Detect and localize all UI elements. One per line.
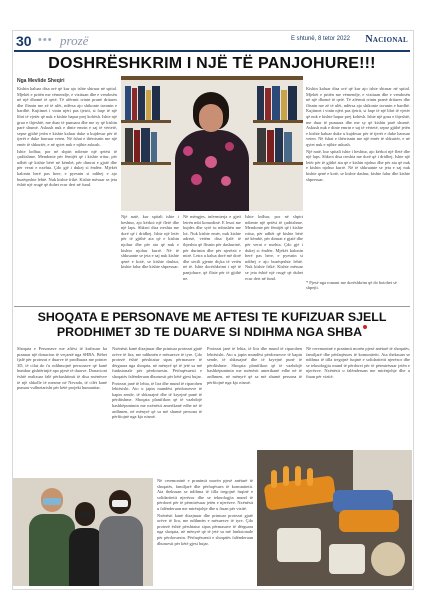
section-name: prozë (60, 33, 89, 48)
article2-column-5: Në ceremoninë e pranimit morën pjesë anëtarë të shoqatës, familjarë dhe përfaqësues të komunitetit. Ata theksuan se ndihma të tilla tregojnë fuqinë e solidaritetit njerëzor dhe se teknologjia mund të përdoret për të përmirësuar jetën e njerëzve. Nxënësit u falënderuan me mirënjohje dhe u ftuan për vizitë. Nxënësit kanë dizajnuar dhe printuar protezat gjatë orëve të lira, me ndihmën e mësuesve të tyre. Çdo protezë është përshtatur sipas përmasave të dërguara nga shoqata, në mënyrë që të jetë sa më funksionale për përdoruesin. Përfaqësuesit e shoqatës falënderuan dhuruesit për këtë gjest bujar. (157, 478, 253, 546)
article2-column-2: Nxënësit kanë dizajnuar dhe printuar protezat gjatë orëve të lira, me ndihmën e mësuesve të tyre. Çdo protezë është përshtatur sipas përmasave të dërguara nga shoqata, në mënyrë që të jetë sa më funksionale për përdoruesin. Përfaqësuesit e shoqatës falënderuan dhuruesit për këtë gjest bujar. Protezat janë të lehta, të lira dhe mund të riparohen lehtësisht. Ato u japin mundësi përdoruesve të kapin sende, të shkruajnë dhe të kryejnë punë të përditshme. Shoqata planifikon që të vazhdojë bashkëpunimin me nxënësit amerikanë edhe në të ardhmen, në mënyrë që sa më shumë persona të përfitojnë nga kjo nismë. (112, 346, 202, 420)
newspaper-brand: Nacional (365, 34, 408, 45)
article1-column-3: Në mëngjes, infermierja e gjeti letrën mbi komodinë. E lexoi me kujdes dhe sytë iu mbushën me lot. Nuk kishte emër, nuk kishte adresë, vetëm disa fjalë të thjeshta që flisnin për dashurinë, për durimin dhe për njerëzit e mirë. Letra u kalua dorë më dorë dhe secili gjente diçka të vetën në të. Ishte dorëshkrimi i një të panjohure, që fliste për të gjithë ne. (183, 214, 241, 281)
red-dot-icon (363, 325, 367, 329)
article1-column-4: Ishte lodhur, por në shpirt ndiente një qetësi të çuditshme. Mendonte për fëmijët që i kishte rritur, për udhët që kishte bërë në këmbë, për dimrat e gjatë dhe për verat e nxehta. Çdo gjë i dukej si ëndërr. Mjekët kalonin herë pas here, e pyesnin si ndihej e ajo buzëqeshte lehtë. Nuk kishte frikë. Kishte mësuar se jeta është një rrugë që duhet ecur deri në fund. (245, 214, 303, 281)
article1-note: * Pjesë nga romani me dorëshkrim që do botohet së shpejti. (306, 280, 397, 291)
header-rule (14, 50, 410, 52)
article1-column-5: Kishin kaluar disa orë që kur ajo ishte shtruar në spital. Mjekët e pritën me vëmendje, e vizituan dhe e vendosën në një dhomë të qetë. Të afërmit rrinin pranë dritares dhe flisnin me zë të ulët, ndërsa ajo shikonte tavanin e bardhë. Kujtimet i vinin njëri pas tjetrit, si faqe të një libri të vjetër që nuk e kishte hapur prej kohësh. Ishte një grua e thjeshtë, me duar të punuara dhe me sy që kishin parë shumë. Askush nuk e dinte emrin e saj të vërtetë, sepse gjithë jetën e kishte kaluar duke u kujdesur për të tjerët e duke harruar veten. Në fshat e thërrisnin me një emër të shkurtër, e në qytet nuk e njihte askush. Një natë, kur spitali ishte i heshtur, ajo kërkoi një fletë dhe një laps. Shkroi disa rreshta me dorë që i dridhej. Ishte një letër për të gjithë ata që e kishin njohur dhe për ata që nuk e kishin njohur kurrë. Në të shkruante se jeta e saj nuk kishte qenë e kotë, se kishte dashur, kishte falur dhe kishte shpresuar. (306, 86, 410, 182)
author-photo (121, 76, 303, 211)
header-dots: ••• (38, 34, 53, 46)
students-photo (13, 478, 153, 586)
article2-column-4: Në ceremoninë e pranimit morën pjesë anëtarë të shoqatës, familjarë dhe përfaqësues të komunitetit. Ata theksuan se ndihma të tilla tregojnë fuqinë e solidaritetit njerëzor dhe se teknologjia mund të përdoret për të përmirësuar jetën e njerëzve. Nxënësit u falënderuan me mirënjohje dhe u ftuan për vizitë. (306, 346, 410, 379)
article2-column-1: Shoqata e Personave me aftësi të kufizuar ka pranuar një donacion të veçantë nga SHBA. Bëhet fjalë për protezat e duarve të prodhuara me printer 3D, të cilat do t'u ndihmojnë personave që kanë humbur gishtërinjtë apo pjesë të duarve. Donacioni është realizuar falë përkushtimit të disa nxënësve të një shkolle të mesme në Nevada, të cilët kanë punuar vullnetarisht për këtë projekt humanitar. (17, 346, 107, 391)
page-number: 30 (16, 33, 32, 49)
article1-byline: Nga Mevlide Sheqiri (17, 78, 65, 84)
article2-headline: SHOQATA E PERSONAVE ME AFTESI TE KUFIZUAR SJELL PRODHIMET 3D TE DUARVE SI NDIHMA NGA SHBA (37, 310, 387, 339)
article1-column-1: Kishin kaluar disa orë që kur ajo ishte shtruar në spital. Mjekët e pritën me vëmendje, e vizituan dhe e vendosën në një dhomë të qetë. Të afërmit rrinin pranë dritares dhe flisnin me zë të ulët, ndërsa ajo shikonte tavanin e bardhë. Kujtimet i vinin njëri pas tjetrit, si faqe të një libri të vjetër që nuk e kishte hapur prej kohësh. Ishte një grua e thjeshtë, me duar të punuara dhe me sy që kishin parë shumë. Askush nuk e dinte emrin e saj të vërtetë, sepse gjithë jetën e kishte kaluar duke u kujdesur për të tjerët e duke harruar veten. Në fshat e thërrisnin me një emër të shkurtër, e në qytet nuk e njihte askush. Ishte lodhur, por në shpirt ndiente një qetësi të çuditshme. Mendonte për fëmijët që i kishte rritur, për udhët që kishte bërë në këmbë, për dimrat e gjatë dhe për verat e nxehta. Çdo gjë i dukej si ëndërr. Mjekët kalonin herë pas here, e pyesnin si ndihej e ajo buzëqeshte lehtë. Nuk kishte frikë. Kishte mësuar se jeta është një rrugë që duhet ecur deri në fund. (17, 86, 117, 188)
article-divider (14, 306, 410, 307)
article1-headline: DOSHRËSHKRIM I NJË TË PANJOHURE!!! (48, 55, 376, 72)
page-header (14, 33, 410, 49)
article1-column-2: Një natë, kur spitali ishte i heshtur, ajo kërkoi një fletë dhe një laps. Shkroi disa rreshta me dorë që i dridhej. Ishte një letër për të gjithë ata që e kishin njohur dhe për ata që nuk e kishin njohur kurrë. Në të shkruante se jeta e saj nuk kishte qenë e kotë, se kishte dashur, kishte falur dhe kishte shpresuar. (121, 214, 179, 270)
prosthetic-hands-photo (257, 450, 412, 586)
article2-column-3: Protezat janë të lehta, të lira dhe mund të riparohen lehtësisht. Ato u japin mundësi përdoruesve të kapin sende, të shkruajnë dhe të kryejnë punë të përditshme. Shoqata planifikon që të vazhdojë bashkëpunimin me nxënësit amerikanë edhe në të ardhmen, në mënyrë që sa më shumë persona të përfitojnë nga kjo nismë. (207, 346, 302, 385)
issue-date: E shtunë, 8 tetor 2022 (290, 36, 350, 42)
